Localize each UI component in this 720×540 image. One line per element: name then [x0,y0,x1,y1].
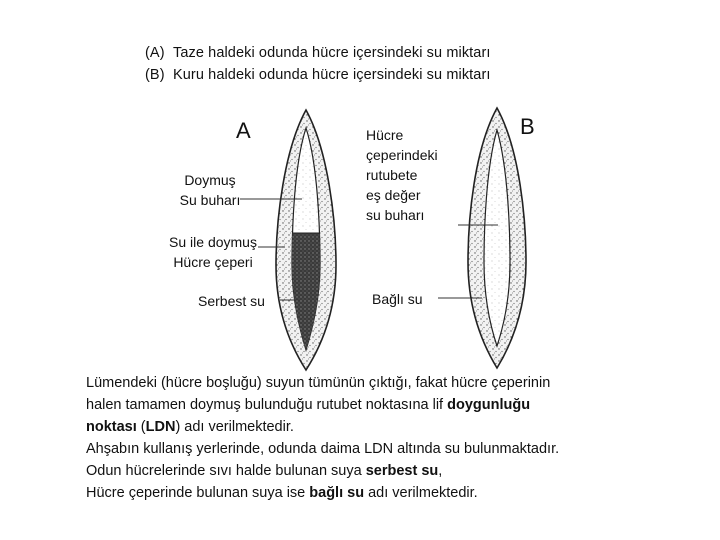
legend-text-a: Taze haldeki odunda hücre içersindeki su miktarı [173,45,491,61]
label-wall-a-line2: Hücre çeperi [173,254,253,270]
paragraph-line-4: Ahşabın kullanış yerlerinde, odunda daima LDN altında su bulunmaktadır. [86,441,560,457]
label-wall-a-line1: Su ile doymuş [169,234,257,250]
label-vapor-a-line2: Su buharı [179,192,241,208]
cell-b [438,108,526,368]
paragraph-line-3-bold: noktası [86,419,137,435]
paragraph-line-6-text: Hücre çeperinde bulunan suya ise [86,485,310,501]
label-free-water: Serbest su [198,293,265,309]
legend-key-a: (A) [145,45,165,61]
paragraph-line-6 [86,482,686,504]
label-vapor-b [366,125,438,225]
paragraph-line-6-bold: bağlı su [309,485,365,501]
paragraph-line-2-text: halen tamamen doymuş bulunduğu rutubet noktasına lif [86,397,448,413]
explanation-paragraph [86,372,686,504]
paragraph-line-3-paren-open: ( [136,419,146,435]
label-vapor-a [170,170,250,210]
paragraph-line-1: Lümendeki (hücre boşluğu) suyun tümünün çıktığı, fakat hücre çeperinin [86,375,551,391]
paragraph-line-2-bold: doygunluğu [447,397,531,413]
paragraph-line-5-text: Odun hücrelerinde sıvı halde bulunan suya [86,463,366,479]
paragraph-line-6-tail: adı verilmektedir. [364,485,478,501]
label-vapor-b-line1: Hücre [366,127,404,143]
label-vapor-b-line2: çeperindeki [366,147,438,163]
label-vapor-a-line1: Doymuş [184,172,236,188]
paragraph-line-3-ldn: LDN [145,419,176,435]
paragraph-line-5 [86,460,686,482]
legend-text-b: Kuru haldeki odunda hücre içersindeki su miktarı [173,67,491,83]
label-vapor-b-line4: eş değer [366,187,421,203]
paragraph-line-3-text: ) adı verilmektedir. [175,419,294,435]
label-vapor-b-line5: su buharı [366,207,425,223]
paragraph-line-3 [86,416,686,438]
cell-b-letter: B [520,114,535,139]
paragraph-line-5-bold: serbest su [365,463,439,479]
cell-a-letter: A [236,118,251,143]
label-bound-water: Bağlı su [372,291,423,307]
legend-key-b: (B) [145,67,165,83]
label-wall-a [158,232,268,272]
label-vapor-b-line3: rutubete [366,167,418,183]
paragraph-line-5-comma: , [438,463,443,479]
paragraph-line-2 [86,394,686,416]
